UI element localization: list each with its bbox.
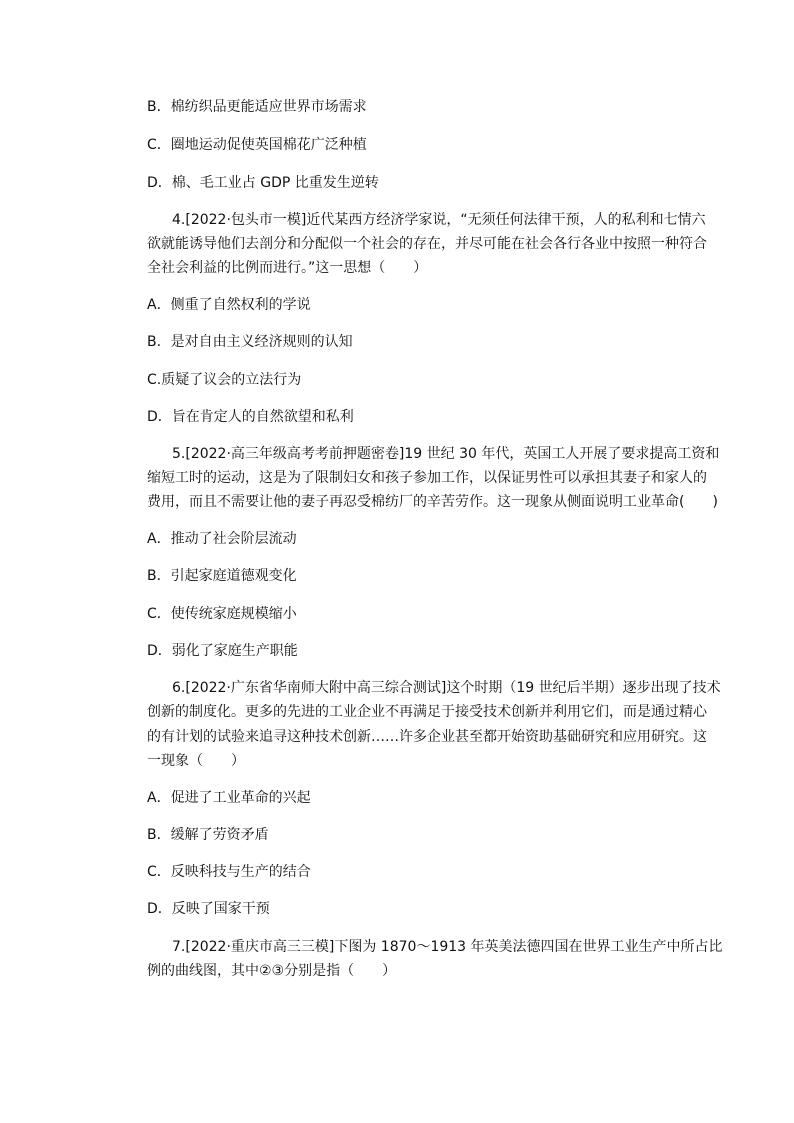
- q6-option-a: A．促进了工业革命的兴起: [147, 790, 311, 806]
- q4-option-d: D．旨在肯定人的自然欲望和私利: [147, 409, 354, 425]
- q5-option-d: D．弱化了家庭生产职能: [147, 643, 298, 659]
- q7-stem-line-1: 7.[2022·重庆市高三三模]下图为 1870～1913 年英美法德四国在世界工业生产中所占比: [172, 939, 723, 955]
- q7-stem-line-2: 例的曲线图，其中②③分别是指（ ）: [147, 963, 397, 979]
- q4-option-b: B．是对自由主义经济规则的认知: [147, 334, 353, 350]
- q6-option-c: C．反映科技与生产的结合: [147, 864, 311, 880]
- q6-stem-line-1: 6.[2022·广东省华南师大附中高三综合测试]这个时期（19 世纪后半期）逐步出现了技术: [172, 680, 721, 696]
- q6-stem-line-2: 创新的制度化。更多的先进的工业企业不再满足于接受技术创新并利用它们，而是通过精心: [147, 704, 707, 720]
- q6-stem-line-3: 的有计划的试验来追寻这种技术创新……许多企业甚至都开始资助基础研究和应用研究。这: [147, 729, 707, 745]
- q6-option-d: D．反映了国家干预: [147, 901, 270, 917]
- q4-option-c: C.质疑了议会的立法行为: [147, 372, 302, 388]
- q5-option-a: A．推动了社会阶层流动: [147, 531, 297, 547]
- q4-stem-line-3: 全社会利益的比例而进行。”这一思想（ ）: [147, 260, 428, 276]
- prev-option-c: C．圈地运动促使英国棉花广泛种植: [147, 137, 367, 153]
- q5-option-c: C．使传统家庭规模缩小: [147, 606, 297, 622]
- q5-stem-line-3: 费用，而且不需要让他的妻子再忍受棉纺厂的辛苦劳作。这一现象从侧面说明工业革命( ): [147, 494, 718, 510]
- q5-stem-line-2: 缩短工时的运动，这是为了限制妇女和孩子参加工作，以保证男性可以承担其妻子和家人的: [147, 470, 707, 486]
- q6-option-b: B．缓解了劳资矛盾: [147, 827, 269, 843]
- q4-stem-line-1: 4.[2022·包头市一模]近代某西方经济学家说，“无须任何法律干预，人的私利和七情六: [172, 212, 706, 228]
- q4-stem-line-2: 欲就能诱导他们去剖分和分配似一个社会的存在，并尽可能在社会各行各业中按照一种符合: [147, 236, 707, 252]
- prev-option-d: D．棉、毛工业占 GDP 比重发生逆转: [147, 175, 379, 191]
- q4-option-a: A．侧重了自然权利的学说: [147, 297, 311, 313]
- q5-option-b: B．引起家庭道德观变化: [147, 568, 297, 584]
- q5-stem-line-1: 5.[2022·高三年级高考考前押题密卷]19 世纪 30 年代，英国工人开展了要求提高工资和: [172, 446, 720, 462]
- prev-option-b: B．棉纺织品更能适应世界市场需求: [147, 99, 367, 115]
- q6-stem-line-4: 一现象（ ）: [147, 753, 245, 769]
